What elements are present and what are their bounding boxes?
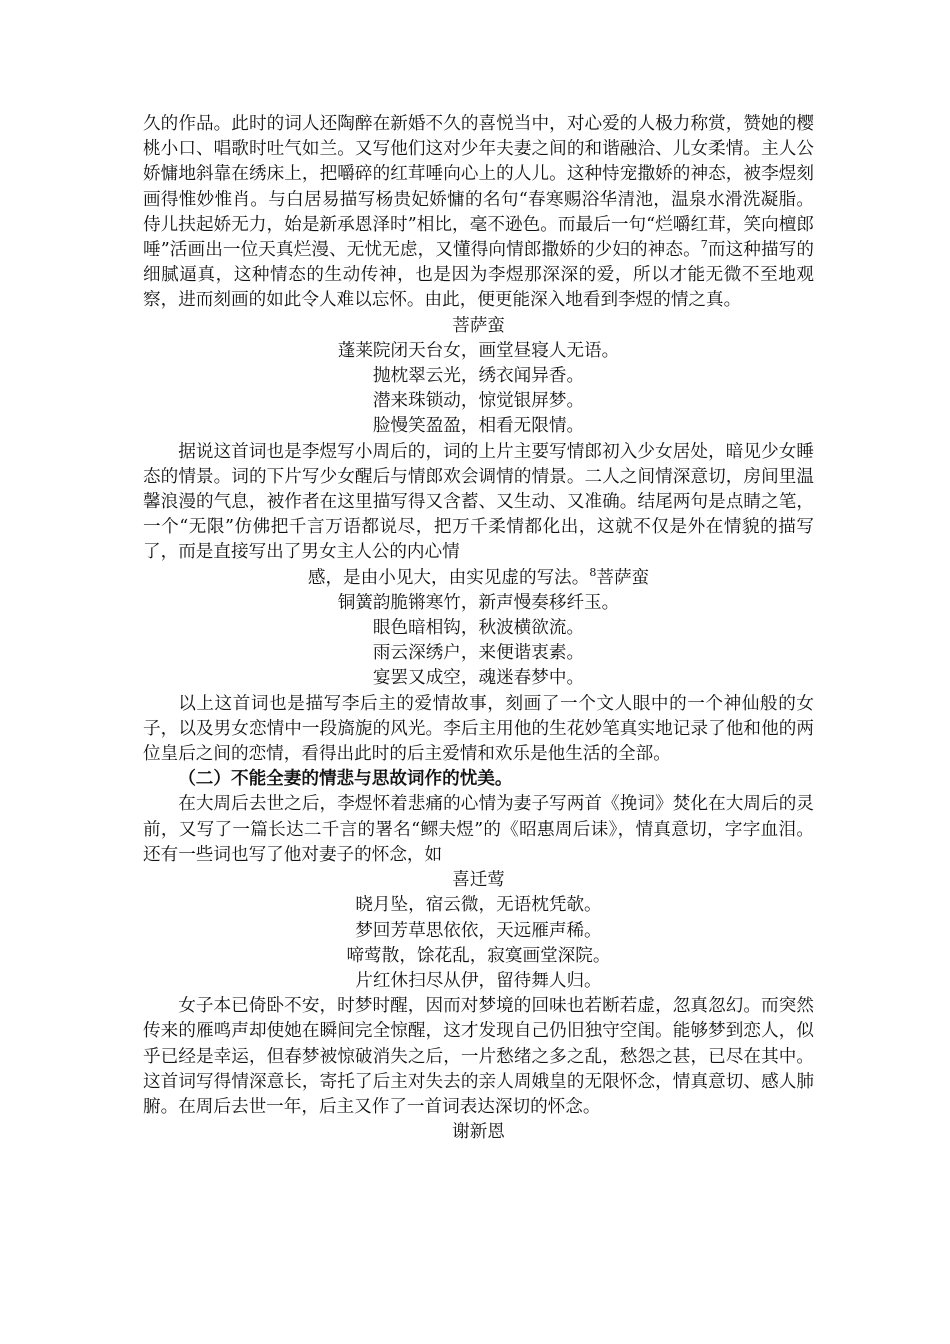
paragraph-3: 以上这首词也是描写李后主的爱情故事，刻画了一个文人眼中的一个神仙般的女子，以及男女恋情中一段旖旎的风光。李后主用他的生花妙笔真实地记录了他和他的两位皇后之间的恋情，看得出此时的后主爱情和欢乐是他生活的全部。 bbox=[143, 693, 814, 765]
paragraph-1-text: 久的作品。此时的词人还陶醉在新婚不久的喜悦当中，对心爱的人极力称赏，赞她的樱桃小口、唱歌时吐气如兰。又写他们这对少年夫妻之间的和谐融洽、儿女柔情。主人公娇慵地斜靠在绣床上，把嚼碎的红茸唾向心上的人儿。这种恃宠撒娇的神态，被李煜刻画得惟妙惟肖。与白居易描写杨贵妃娇慵的名句“春寒赐浴华清池，温泉水滑洗凝脂。侍儿扶起娇无力，始是新承恩泽时”相比，毫不逊色。而最后一句“烂嚼红茸，笑向檀郎唾”活画出一位天真烂漫、无忧无虑，又懂得向情郎撒娇的少妇的神态。 bbox=[143, 114, 814, 261]
paragraph-1-tail: 而这种描写的细腻逼真，这种情态的生动传神，也是因为李煜那深深的爱，所以才能无微不至地观察，进而刻画的如此令人难以忘怀。由此，便更能深入地看到李煜的情之真。 bbox=[143, 240, 814, 311]
paragraph-4: 在大周后去世之后，李煜怀着悲痛的心情为妻子写两首《挽词》焚化在大周后的灵前，又写了一篇长达二千言的署名“鳏夫煜”的《昭惠周后诔》，情真意切，字字血泪。还有一些词也写了他对妻子的怀念，如 bbox=[143, 794, 814, 865]
poem-line: 脸慢笑盈盈，相看无限情。 bbox=[372, 416, 585, 437]
paragraph-5: 女子本已倚卧不安，时梦时醒，因而对梦境的回味也若断若虚，忽真忽幻。而突然传来的雁鸣声却使她在瞬间完全惊醒，这才发现自己仍旧独守空闺。能够梦到恋人，似乎已经是幸运，但春梦被惊破消失之后，一片愁绪之多之乱，愁怨之甚，已尽在其中。这首词写得情深意长，寄托了后主对失去的亲人周娥皇的无限怀念，情真意切、感人肺腑。在周后去世一年，后主又作了一首词表达深切的怀念。 bbox=[143, 996, 814, 1117]
poem-4-title: 谢新恩 bbox=[452, 1122, 505, 1143]
footnote-7: 7 bbox=[700, 238, 708, 252]
poem-3-title: 喜迁莺 bbox=[452, 870, 505, 891]
poem-line: 眼色暗相钩，秋波横欲流。 bbox=[372, 618, 585, 639]
footnote-8: 8 bbox=[589, 565, 597, 579]
paragraph-2: 据说这首词也是李煜写小周后的，词的上片主要写情郎初入少女居处，暗见少女睡态的情景。词的下片写少女醒后与情郎欢会调情的情景。二人之间情深意切，房间里温馨浪漫的气息，被作者在这里描写得又含蓄、又生动、又准确。结尾两句是点睛之笔，一个“无限”仿佛把千言万语都说尽，把万千柔情都化出，这就不仅是外在情貌的描写了，而是直接写出了男女主人公的内心情 bbox=[143, 441, 814, 563]
poem-2-title: 菩萨蛮 bbox=[596, 567, 650, 588]
poem-line: 潜来珠锁动，惊觉银屏梦。 bbox=[372, 391, 585, 412]
poem-line: 片红休扫尽从伊，留待舞人归。 bbox=[355, 970, 602, 991]
poem-2 bbox=[143, 591, 814, 692]
poem-line: 铜簧韵脆锵寒竹，新声慢奏移纤玉。 bbox=[337, 592, 620, 613]
poem-1 bbox=[143, 339, 814, 440]
paragraph-1 bbox=[143, 112, 814, 314]
poem-line: 蓬莱院闭天台女，画堂昼寝人无语。 bbox=[337, 340, 620, 361]
section-heading: （二）不能全妻的情悲与思故词作的忧美。 bbox=[178, 769, 513, 790]
paragraph-2-last-text: 感，是由小见大，由实见虚的写法。 bbox=[307, 567, 590, 588]
poem-line: 抛枕翠云光，绣衣闻异香。 bbox=[372, 366, 585, 387]
poem-line: 晓月坠，宿云微，无语枕凭欹。 bbox=[355, 895, 602, 916]
poem-line: 啼莺散，馀花乱，寂寞画堂深院。 bbox=[346, 945, 611, 966]
poem-line: 梦回芳草思依依，天远雁声稀。 bbox=[355, 920, 602, 941]
poem-line: 雨云深绣户，来便谐衷素。 bbox=[372, 643, 585, 664]
poem-3 bbox=[143, 893, 814, 994]
poem-1-title: 菩萨蛮 bbox=[452, 315, 505, 336]
paragraph-2-last-line bbox=[143, 566, 814, 591]
poem-line: 宴罢又成空，魂迷春梦中。 bbox=[372, 668, 585, 689]
